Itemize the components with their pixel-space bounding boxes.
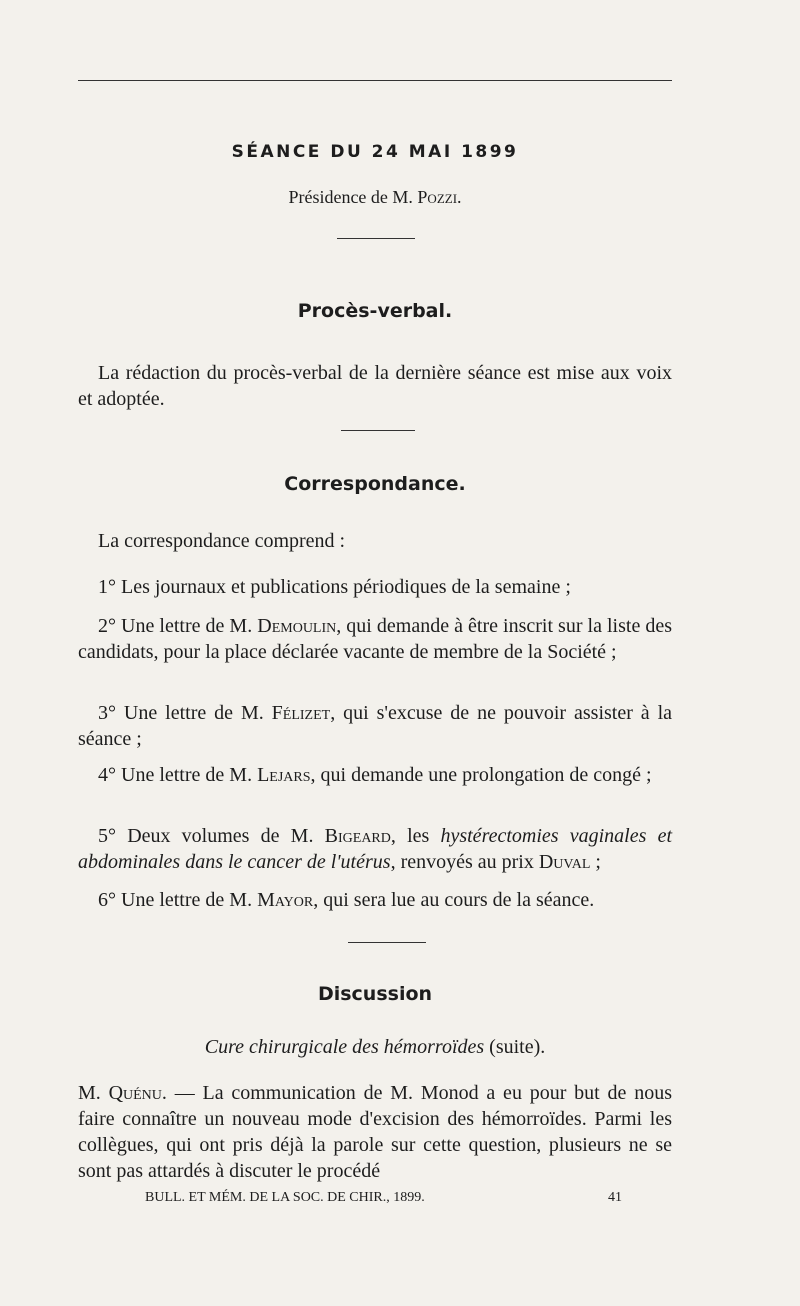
footer-citation: BULL. ET MÉM. DE LA SOC. DE CHIR., 1899. — [145, 1190, 425, 1205]
presidence-line — [78, 187, 672, 208]
correspondance-item-2: 2° Une lettre de M. Demoulin, qui demande à être inscrit sur la liste des candidats, pour la place déclarée vacante de membre de la Société ; — [78, 615, 673, 663]
section-divider — [341, 430, 415, 431]
presidence-name: Pozzi. — [417, 187, 462, 207]
correspondance-item-3: 3° Une lettre de M. Félizet, qui s'excuse de ne pouvoir assister à la séance ; — [78, 702, 673, 750]
presidence-prefix: Présidence de M. — [288, 187, 413, 207]
correspondance-item-4: 4° Une lettre de M. Lejars, qui demande une prolongation de congé ; — [98, 764, 652, 786]
correspondance-item-5: 5° Deux volumes de M. Bigeard, les hystérectomies vaginales et abdominales dans le cancer de l'utérus, renvoyés au prix Duval ; — [78, 825, 673, 873]
speaker-name: Quénu — [108, 1082, 162, 1104]
correspondance-item-1: 1° Les journaux et publications périodiques de la semaine ; — [98, 576, 571, 598]
correspondance-heading: Correspondance. — [284, 473, 466, 495]
page-number: 41 — [608, 1190, 622, 1205]
section-divider — [348, 942, 426, 943]
discussion-paragraph: M. Quénu. — La communication de M. Monod a eu pour but de nous faire connaître un nouveau mode d'excision des hémorroïdes. Parmi les collègues, qui ont pris déjà la parole sur cette question, plusieurs ne se sont pas attardés à discuter le procédé — [78, 1082, 672, 1182]
seance-title: SÉANCE DU 24 MAI 1899 — [231, 142, 519, 162]
top-rule — [78, 80, 672, 81]
proces-verbal-text: La rédaction du procès-verbal de la dernière séance est mise aux voix et adoptée. — [78, 362, 672, 410]
discussion-heading: Discussion — [317, 983, 433, 1005]
proces-verbal-heading: Procès-verbal. — [297, 300, 453, 322]
correspondance-item-6: 6° Une lettre de M. Mayor, qui sera lue au cours de la séance. — [98, 889, 595, 911]
correspondance-intro: La correspondance comprend : — [98, 530, 346, 552]
discussion-subtitle: Cure chirurgicale des hémorroïdes (suite). — [204, 1036, 546, 1058]
section-divider — [337, 238, 415, 239]
